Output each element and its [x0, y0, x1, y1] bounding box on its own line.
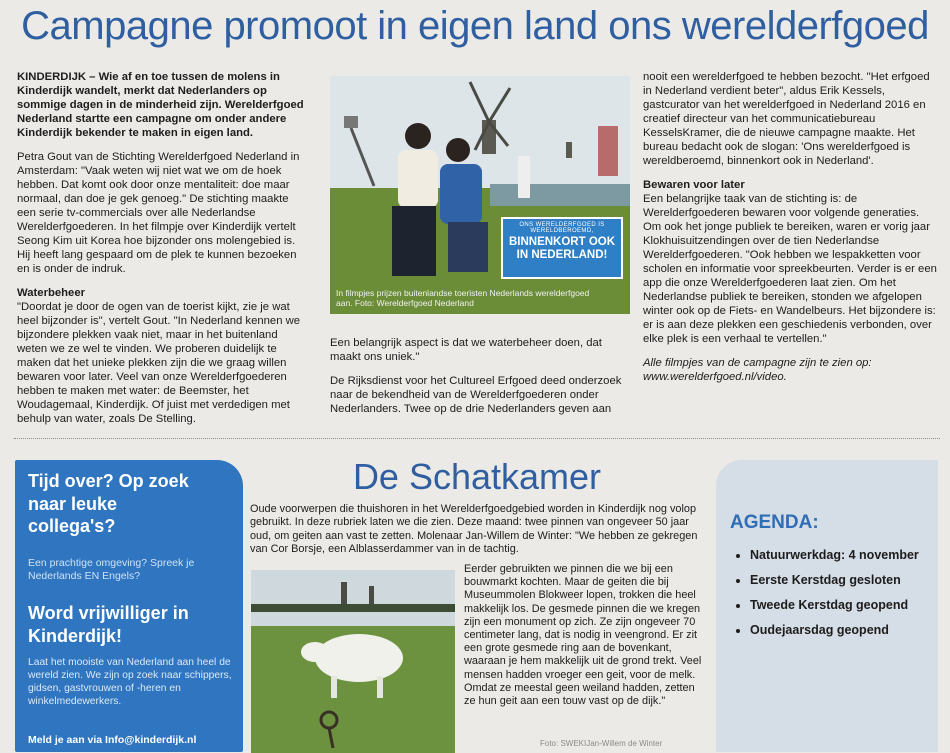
article-paragraph: Petra Gout van de Stichting Werelderfgoed Nederland in Amsterdam: "Vaak weten wij niet wat we om de hoek hebben. Dat komt ook door onze mentaliteit: doe maar normaal, dan doe je gek genoeg." De stichting maakte een serie tv-commercials over alle Nederlandse Werelderfgoederen. In het filmpje over Kinderdijk vertelt Seong Kim uit Korea hoe bijzonder ons molengebied is. Hij heeft lang gespaard om de plek te kunnen bezoeken en is onder de indruk. [17, 151, 300, 275]
agenda-list [730, 548, 940, 648]
agenda-item: • Eerste Kerstdag gesloten [750, 573, 940, 588]
agenda-title: AGENDA: [730, 512, 819, 533]
schatkamer-body: Eerder gebruikten we pinnen die we bij een bouwmarkt kochten. Maar de geiten die bij Museummolen Blokweer lopen, trokken die heel makkelijk los. De gesmede pinnen die we kregen zijn een monument op zich. Ze zijn ongeveer 70 centimeter lang, dat is nodig in veengrond. Er zit een grote gesmede ring aan de bovenkant, waaraan je hem makkelijk uit de grond trekt. Veel mensen hadden vroeger een geit, voor de melk. Omdat ze meestal geen weiland hadden, zetten ze hun geit aan een touw vast op de dijk." [464, 563, 702, 708]
volunteer-title: Tijd over? Op zoek naar leuke collega's? [28, 471, 189, 536]
article-column-3 [643, 70, 939, 394]
section-divider [14, 438, 940, 439]
article-paragraph: Een belangrijke taak van de stichting is: de Werelderfgoederen bewaren voor volgende generaties. Om ook het jonge publiek te bereiken, waren er vorig jaar Klokhuisuitzendingen over de tien Nederlandse Werelderfgoederen. "Ook hebben we lespakketten voor scholen en informatie voor spreekbeurten. Verder is er een app die onze Werelderfgoederen laat zien. Om het Nederlandse publiek te bereiken, stonden we afgelopen winter ook op de Fiets- en Wandelbeurs. Het bijzondere is: er is aan deze plekken een geschiedenis verbonden, over elke plek is een verhaal te vertellen." [643, 193, 937, 345]
article-paragraph: Een belangrijk aspect is dat we waterbeheer doen, dat maakt ons uniek." [330, 337, 602, 363]
campaign-banner [501, 217, 623, 279]
banner-small-text: ONS WERELDERFGOED IS WERELDBEROEMD, [519, 222, 605, 234]
headline: Campagne promoot in eigen land ons werelderfgoed [21, 4, 929, 48]
agenda-item: • Tweede Kerstdag geopend [750, 598, 940, 613]
article-paragraph: De Rijksdienst voor het Cultureel Erfgoed deed onderzoek naar de bekendheid van de Werelderfgoederen onder Nederlanders. Twee op de drie Nederlanders geven aan [330, 375, 622, 415]
campaign-photo [330, 76, 630, 314]
subheading-waterbeheer: Waterbeheer [17, 287, 86, 299]
goat-photo [251, 570, 455, 753]
goat-photo-credit: Foto: SWEKIJan-Willem de Winter [540, 739, 663, 748]
volunteer-cta-title: Word vrijwilliger in Kinderdijk! [28, 603, 189, 646]
article-lead: KINDERDIJK – Wie af en toe tussen de molens in Kinderdijk wandelt, merkt dat Nederlanders op sommige dagen in de minderheid zijn. Werelderfgoed Nederland startte een campagne om onder andere Kinderdijk bekender te maken in eigen land. [17, 71, 304, 139]
photo-caption: In filmpjes prijzen buitenlandse toeristen Nederlands werelderfgoed aan. Foto: Werelderfgoed Nederland [336, 288, 590, 308]
agenda-box [716, 460, 938, 752]
article-paragraph: "Doordat je door de ogen van de toerist kijkt, zie je wat heel bijzonder is", vertelt Gout. "In Nederland kennen we bijzondere plekken vaak niet, maar in het buitenland weten we ze wel te vinden. We proberen duidelijk te maken dat het unieke plekken zijn die we graag willen bewaren voor later. Veel van onze Werelderfgoederen hebben te maken met water: de Beemster, het Woudagemaal, Kinderdijk. Of juist met verdedigen met behulp van water, zoals De Stelling. [17, 301, 301, 425]
schatkamer-intro: Oude voorwerpen die thuishoren in het Werelderfgoedgebied worden in Kinderdijk nog volop gebruikt. In deze rubriek laten we die zien. Deze maand: twee pinnen van ongeveer 50 jaar oud, om geiten aan vast te zetten. Molenaar Jan-Willem de Winter: "We hebben ze gekregen van Cor Borsje, een Alblasserdammer van in de tachtig. [250, 503, 698, 555]
volunteer-box [15, 460, 243, 752]
subheading-bewaren: Bewaren voor later [643, 179, 745, 191]
volunteer-subtitle: Een prachtige omgeving? Spreek je Nederlands EN Engels? [28, 557, 195, 582]
agenda-item: • Oudejaarsdag geopend [750, 623, 940, 638]
schatkamer-title: De Schatkamer [352, 456, 602, 497]
video-link-text: Alle filmpjes van de campagne zijn te zien op: www.werelderfgoed.nl/video. [643, 357, 872, 383]
article-column-2 [330, 336, 625, 426]
article-paragraph: nooit een werelderfgoed te hebben bezocht. "Het erfgoed in Nederland verdient beter", aldus Erik Kessels, gastcurator van het werelderfgoed in Nederland 2016 en creatief directeur van het communicatiebureau KesselsKramer, die de nieuwe campagne maakte. Het bureau bedacht ook de slogan: 'Ons werelderfgoed is wereldberoemd, binnenkort ook in Nederland'. [643, 71, 930, 167]
goat-illustration [251, 570, 455, 753]
volunteer-description: Laat het mooiste van Nederland aan heel de wereld zien. We zijn op zoek naar schippers, gidsen, gastvrouwen of -heren en winkelmedewerkers. [28, 657, 232, 707]
article-column-1 [17, 70, 309, 436]
banner-big-text: BINNENKORT OOK IN NEDERLAND! [508, 236, 616, 261]
agenda-item: • Natuurwerkdag: 4 november [750, 548, 940, 563]
volunteer-contact: Meld je aan via Info@kinderdijk.nl [28, 734, 197, 746]
